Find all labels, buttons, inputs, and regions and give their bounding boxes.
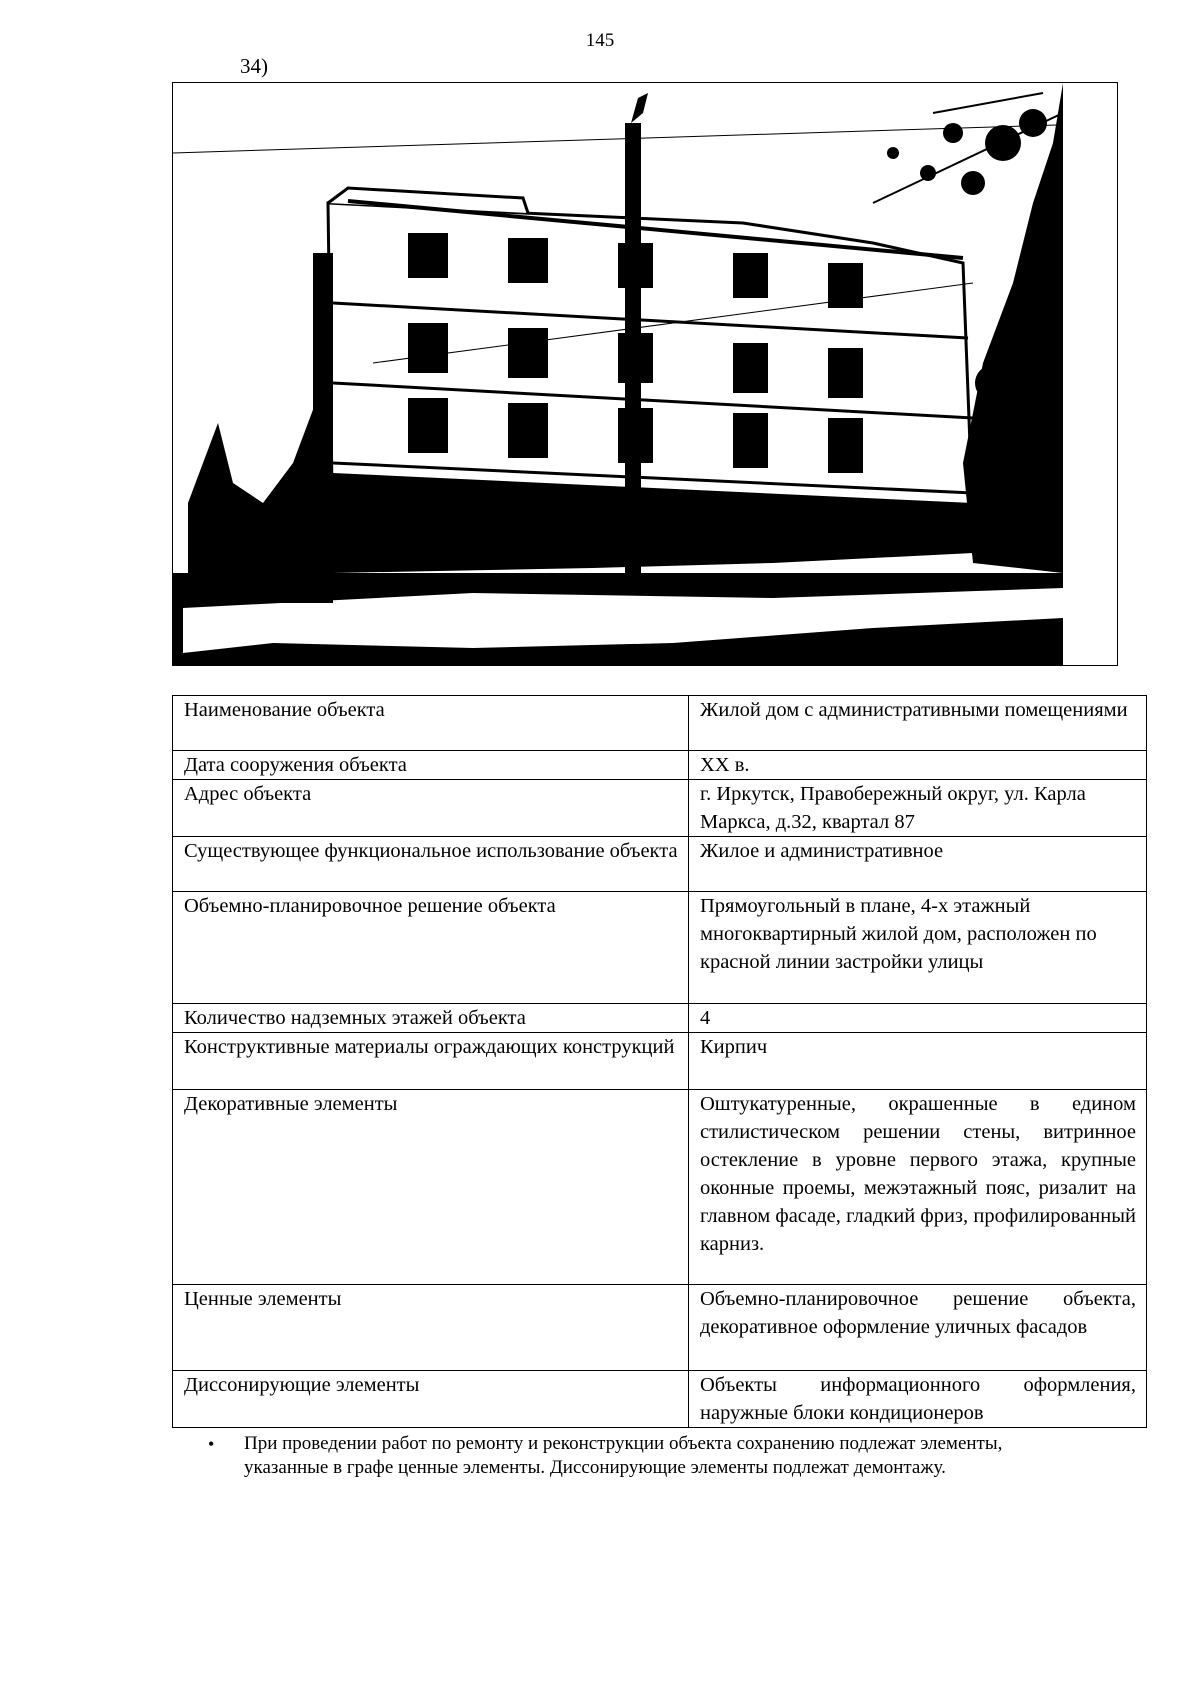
table-cell-label: Наименование объекта [173, 696, 689, 751]
preservation-note [208, 1432, 1088, 1480]
building-photo-icon [173, 83, 1118, 666]
table-row [173, 892, 1147, 1004]
table-row [173, 751, 1147, 780]
table-cell-label: Количество надземных этажей объекта [173, 1004, 689, 1033]
item-number: 34) [240, 54, 268, 78]
table-cell-value: 4 [689, 1004, 1147, 1033]
table-cell-label: Конструктивные материалы ограждающих конструкций [173, 1033, 689, 1090]
table-cell-value: Кирпич [689, 1033, 1147, 1090]
table-cell-label: Декоративные элементы [173, 1090, 689, 1285]
table-cell-label: Ценные элементы [173, 1285, 689, 1371]
table-cell-value: Объекты информационного оформления, наружные блоки кондиционеров [689, 1371, 1147, 1428]
table-cell-value: Жилое и административное [689, 837, 1147, 892]
object-info-table [172, 695, 1147, 1428]
table-row [173, 1090, 1147, 1285]
table-cell-label: Существующее функциональное использование объекта [173, 837, 689, 892]
table-row [173, 780, 1147, 837]
table-cell-value: Прямоугольный в плане, 4-х этажный многоквартирный жилой дом, расположен по красной линии застройки улицы [689, 892, 1147, 1004]
table-row [173, 1285, 1147, 1371]
table-row [173, 1371, 1147, 1428]
table-cell-value: Оштукатуренные, окрашенные в едином стилистическом решении стены, витринное остекление в уровне первого этажа, крупные оконные проемы, межэтажный пояс, ризалит на главном фасаде, гладкий фриз, профилированный карниз. [689, 1090, 1147, 1285]
table-cell-label: Диссонирующие элементы [173, 1371, 689, 1428]
table-row [173, 1004, 1147, 1033]
table-cell-label: Объемно-планировочное решение объекта [173, 892, 689, 1004]
building-photo [172, 82, 1118, 666]
table-cell-label: Дата сооружения объекта [173, 751, 689, 780]
table-cell-value: Объемно-планировочное решение объекта, декоративное оформление уличных фасадов [689, 1285, 1147, 1371]
table-row [173, 1033, 1147, 1090]
table-cell-value: XX в. [689, 751, 1147, 780]
table-cell-label: Адрес объекта [173, 780, 689, 837]
table-cell-value: Жилой дом с административными помещениями [689, 696, 1147, 751]
bullet-icon: • [208, 1434, 215, 1454]
note-text: При проведении работ по ремонту и реконструкции объекта сохранению подлежат элементы, указанные в графе ценные элементы. Диссонирующие элементы подлежат демонтажу. [244, 1433, 1003, 1478]
page-number: 145 [585, 30, 615, 51]
table-row [173, 837, 1147, 892]
table-row [173, 696, 1147, 751]
table-cell-value: г. Иркутск, Правобережный округ, ул. Карла Маркса, д.32, квартал 87 [689, 780, 1147, 837]
